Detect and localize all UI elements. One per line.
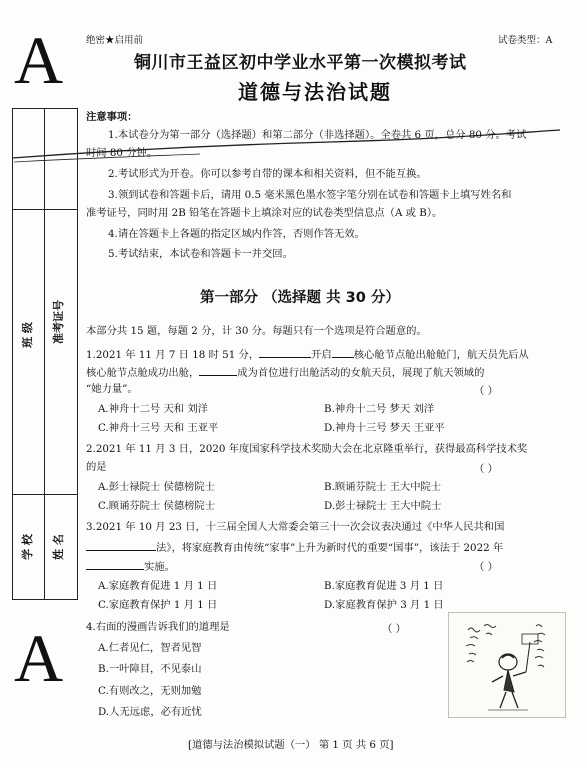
corner-letter-bottom: A	[14, 620, 64, 696]
q4-cartoon-image	[448, 612, 566, 718]
q1-text-a: 1.2021 年 11 月 7 日 18 时 51 分，	[86, 349, 260, 361]
corner-letter-top: A	[14, 22, 64, 98]
notice-heading: 注意事项：	[86, 111, 138, 123]
q3-line-2	[86, 539, 503, 555]
q3-blank-1	[86, 539, 156, 551]
q1-line-1	[86, 346, 529, 362]
paper-type: 试卷类型：A	[498, 35, 553, 46]
q3-option-d: D.家庭教育保护 3 月 1 日	[324, 599, 444, 611]
q1-text-d: 核心舱节点舱成功出舱，	[86, 367, 200, 379]
panel-divider-vertical	[44, 109, 45, 599]
q2-option-c: C.顾诵芬院士 侯德榜院士	[98, 500, 216, 512]
q2-option-b: B.顾诵芬院士 王大中院士	[324, 481, 442, 493]
q1-option-c: C.神舟十三号 天和 王亚平	[98, 422, 219, 434]
q2-answer-paren: （ ）	[474, 463, 498, 475]
q4-option-c: C.有则改之，无则加勉	[98, 685, 202, 697]
panel-divider-top	[13, 209, 77, 210]
q3-option-a: A.家庭教育促进 1 月 1 日	[98, 580, 218, 592]
q1-text-e: 成为首位进行出舱活动的女航天员，展现了航天领域的	[237, 367, 485, 379]
notice-item-2: 2.考试形式为开卷。你可以参考自带的课本和相关资料，但不能互换。	[108, 168, 427, 180]
q3-text-b: 法》，将家庭教育由传统“家事”上升为新时代的重要“国事”，该法于 2022 年	[156, 542, 504, 554]
q4-line-1: 4.右面的漫画告诉我们的道理是	[86, 621, 230, 633]
secret-mark: 绝密★启用前	[86, 35, 144, 46]
student-info-panel	[12, 108, 78, 600]
q4-option-d: D.人无远虑，必有近忧	[98, 706, 202, 718]
exam-title: 铜川市王益区初中学业水平第一次模拟考试	[134, 53, 467, 73]
q1-text-c: 核心舱节点舱出舱舱门，航天员先后从	[353, 349, 529, 361]
q1-option-d: D.神舟十三号 梦天 王亚平	[324, 422, 445, 434]
q2-line-2: 的是	[86, 461, 107, 473]
q3-line-3	[86, 558, 175, 574]
q1-blank-3	[199, 364, 237, 376]
panel-divider-bottom	[13, 494, 77, 495]
q2-option-d: D.彭士禄院士 王大中院士	[324, 500, 442, 512]
q3-blank-2	[86, 558, 144, 570]
q1-blank-2	[332, 346, 354, 358]
q3-option-b: B.家庭教育促进 3 月 1 日	[324, 580, 444, 592]
notice-item-3-cont: 准考证号，同时用 2B 铅笔在答题卡上填涂对应的试卷类型信息点（A 或 B）。	[86, 207, 443, 219]
q4-answer-paren: （ ）	[382, 623, 406, 635]
section-title: 第一部分 （选择题 共 30 分）	[200, 290, 400, 306]
notice-item-5: 5.考试结束，本试卷和答题卡一并交回。	[108, 248, 293, 260]
q1-line-2	[86, 364, 484, 380]
q2-option-a: A.彭士禄院士 侯德榜院士	[98, 481, 215, 493]
q1-blank-1	[259, 346, 311, 358]
subject-title: 道德与法治试题	[238, 80, 392, 104]
q1-text-b: 开启	[311, 349, 332, 361]
class-label: 班 级	[21, 322, 34, 348]
q2-line-1: 2.2021 年 11 月 3 日，2020 年度国家科学技术奖励大会在北京隆重举行，获得最高科学技术奖	[86, 443, 528, 455]
section-intro: 本部分共 15 题，每题 2 分，计 30 分。每题只有一个选项是符合题意的。	[86, 325, 427, 337]
q1-option-a: A.神舟十二号 天和 刘洋	[98, 403, 208, 415]
exam-number-label: 准考证号	[52, 300, 65, 344]
page-footer: [道德与法治模拟试题（一） 第 1 页 共 6 页]	[188, 739, 394, 751]
q1-option-b: B.神舟十二号 梦天 刘洋	[324, 403, 435, 415]
notice-item-4: 4.请在答题卡上各题的指定区域内作答，否则作答无效。	[108, 228, 365, 240]
school-label: 学 校	[21, 534, 34, 560]
q4-option-b: B.一叶障目，不见泰山	[98, 663, 202, 675]
q1-line-3: “她力量”。	[86, 383, 138, 395]
q3-text-c: 实施。	[144, 561, 175, 573]
q3-answer-paren: （ ）	[474, 561, 498, 573]
q3-option-c: C.家庭教育保护 1 月 1 日	[98, 599, 218, 611]
notice-item-1: 1.本试卷分为第一部分（选择题）和第二部分（非选择题）。全卷共 6 页，总分 80 分。考试	[108, 129, 527, 141]
q3-line-1: 3.2021 年 10 月 23 日，十三届全国人大常委会第三十一次会议表决通过《中华人民共和国	[86, 521, 505, 533]
notice-item-1-cont: 时间 80 分钟。	[86, 147, 158, 159]
q1-answer-paren: （ ）	[474, 385, 498, 397]
name-label: 姓 名	[52, 534, 65, 560]
q4-option-a: A.仁者见仁，智者见智	[98, 642, 202, 654]
notice-item-3: 3.领到试卷和答题卡后，请用 0.5 毫米黑色墨水签字笔分别在试卷和答题卡上填写姓名和	[108, 189, 512, 201]
